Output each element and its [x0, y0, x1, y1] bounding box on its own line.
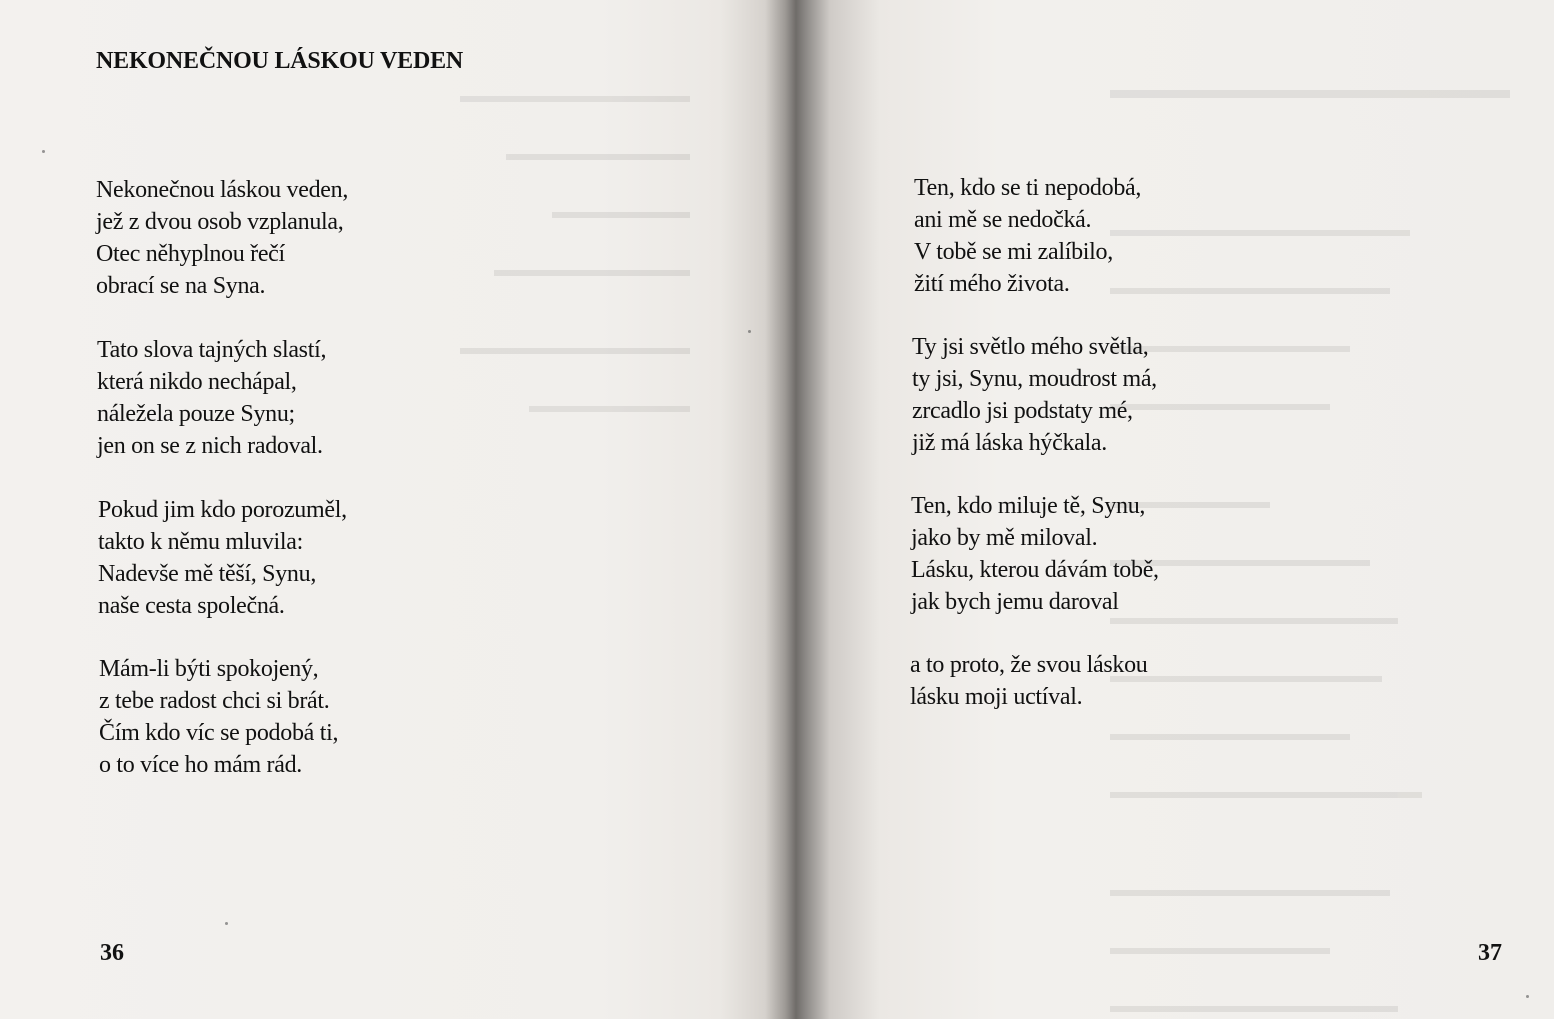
stanza-4 — [99, 653, 338, 781]
poem-line: Mám-li býti spokojený, — [99, 656, 319, 682]
poem-line: obrací se na Syna. — [96, 273, 266, 299]
stanza-1 — [914, 172, 1141, 300]
page-number: 37 — [1478, 940, 1502, 966]
stanza-4 — [910, 649, 1148, 713]
poem-line: ani mě se nedočká. — [914, 207, 1092, 233]
poem-line: Otec něhyplnou řečí — [96, 241, 285, 267]
paper-speck — [42, 150, 45, 153]
poem-line: Čím kdo víc se podobá ti, — [99, 720, 339, 746]
show-through-texture — [460, 50, 690, 270]
poem-line: která nikdo nechápal, — [97, 369, 297, 395]
poem-line: Lásku, kterou dávám tobě, — [911, 557, 1159, 583]
stanza-3 — [98, 494, 347, 622]
poem-line: takto k němu mluvila: — [98, 529, 304, 555]
poem-line: náležela pouze Synu; — [97, 401, 295, 427]
poem-line: Nadevše mě těší, Synu, — [98, 561, 317, 587]
poem-line: žití mého života. — [914, 271, 1070, 297]
poem-line: lásku moji uctíval. — [910, 684, 1083, 710]
stanza-3 — [911, 490, 1159, 618]
paper-speck — [225, 922, 228, 925]
stanza-2 — [912, 331, 1157, 459]
poem-line: Tato slova tajných slastí, — [97, 337, 327, 363]
poem-line: jako by mě miloval. — [911, 525, 1098, 551]
poem-line: jen on se z nich radoval. — [97, 433, 323, 459]
poem-line: V tobě se mi zalíbilo, — [914, 239, 1113, 265]
poem-line: zrcadlo jsi podstaty mé, — [912, 398, 1133, 424]
poem-line: ty jsi, Synu, moudrost má, — [912, 366, 1157, 392]
poem-line: Nekonečnou láskou veden, — [96, 177, 349, 203]
poem-line: naše cesta společná. — [98, 593, 285, 619]
poem-line: již má láska hýčkala. — [912, 430, 1107, 456]
poem-line: z tebe radost chci si brát. — [99, 688, 330, 714]
paper-speck — [1526, 995, 1529, 998]
poem-line: Pokud jim kdo porozuměl, — [98, 497, 347, 523]
poem-line: a to proto, že svou láskou — [910, 652, 1148, 678]
poem-line: Ty jsi světlo mého světla, — [912, 334, 1149, 360]
poem-line: Ten, kdo miluje tě, Synu, — [911, 493, 1146, 519]
show-through-texture — [1110, 40, 1510, 840]
page-number: 36 — [100, 940, 124, 966]
stanza-2 — [97, 334, 326, 462]
stanza-1 — [96, 174, 348, 302]
right-page — [800, 0, 1554, 1019]
poem-line: Ten, kdo se ti nepodobá, — [914, 175, 1142, 201]
poem-line: o to více ho mám rád. — [99, 752, 302, 778]
paper-speck — [748, 330, 751, 333]
poem-line: jak bych jemu daroval — [911, 589, 1119, 615]
poem-line: jež z dvou osob vzplanula, — [96, 209, 344, 235]
poem-title: NEKONEČNOU LÁSKOU VEDEN — [96, 48, 464, 74]
